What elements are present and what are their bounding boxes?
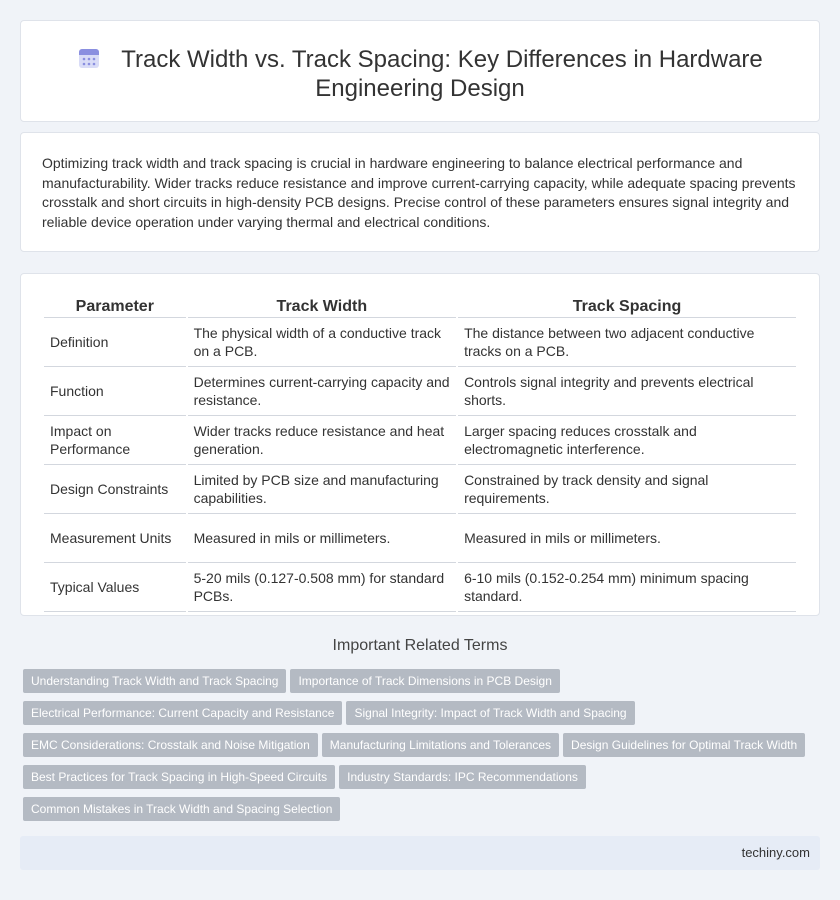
related-terms-list xyxy=(23,669,823,829)
related-terms-heading: Important Related Terms xyxy=(332,637,508,654)
table-row xyxy=(44,514,796,563)
table-cell-track-width: The physical width of a conductive track on a PCB. xyxy=(188,318,456,367)
intro-card xyxy=(20,132,820,252)
table-cell-parameter: Design Constraints xyxy=(44,465,186,514)
comparison-table xyxy=(42,296,798,612)
comparison-table-card xyxy=(20,273,820,616)
tag-row xyxy=(23,797,823,829)
table-header-row xyxy=(44,296,796,318)
title-card xyxy=(20,20,820,122)
table-cell-track-spacing: The distance between two adjacent conductive tracks on a PCB. xyxy=(458,318,796,367)
footer-site-link[interactable]: techiny.com xyxy=(741,845,810,860)
page-title xyxy=(21,45,819,103)
table-cell-parameter: Typical Values xyxy=(44,563,186,612)
intro-paragraph: Optimizing track width and track spacing is crucial in hardware engineering to balance electrical performance and manufacturability. Wider tracks reduce resistance and improve current-carrying capacity, while adequate spacing prevents crosstalk and short circuits in high-density PCB designs. Precise control of these parameters ensures signal integrity and reliable device operation under varying thermal and electrical conditions. xyxy=(42,155,796,230)
related-term-tag[interactable]: Common Mistakes in Track Width and Spacing Selection xyxy=(23,797,340,821)
table-cell-track-width: Limited by PCB size and manufacturing capabilities. xyxy=(188,465,456,514)
page-title-text: Track Width vs. Track Spacing: Key Differences in Hardware Engineering Design xyxy=(121,46,763,102)
related-term-tag[interactable]: Importance of Track Dimensions in PCB Design xyxy=(290,669,559,693)
table-cell-track-width: Measured in mils or millimeters. xyxy=(188,514,456,563)
table-header-cell: Track Width xyxy=(188,296,456,318)
table-row xyxy=(44,563,796,612)
table-cell-track-spacing: Measured in mils or millimeters. xyxy=(458,514,796,563)
table-cell-parameter: Function xyxy=(44,367,186,416)
related-term-tag[interactable]: Signal Integrity: Impact of Track Width and Spacing xyxy=(346,701,634,725)
calendar-icon xyxy=(77,46,101,70)
tag-row xyxy=(23,733,823,765)
table-header-cell: Track Spacing xyxy=(458,296,796,318)
table-cell-parameter: Definition xyxy=(44,318,186,367)
tag-row xyxy=(23,669,823,701)
table-row xyxy=(44,318,796,367)
related-term-tag[interactable]: Understanding Track Width and Track Spacing xyxy=(23,669,286,693)
table-cell-track-spacing: Controls signal integrity and prevents electrical shorts. xyxy=(458,367,796,416)
footer xyxy=(20,836,820,870)
related-term-tag[interactable]: EMC Considerations: Crosstalk and Noise Mitigation xyxy=(23,733,318,757)
table-row xyxy=(44,416,796,465)
table-row xyxy=(44,465,796,514)
table-row xyxy=(44,367,796,416)
table-cell-parameter: Impact on Performance xyxy=(44,416,186,465)
related-term-tag[interactable]: Design Guidelines for Optimal Track Width xyxy=(563,733,805,757)
table-cell-parameter: Measurement Units xyxy=(44,514,186,563)
related-term-tag[interactable]: Electrical Performance: Current Capacity and Resistance xyxy=(23,701,342,725)
related-term-tag[interactable]: Industry Standards: IPC Recommendations xyxy=(339,765,586,789)
table-cell-track-spacing: Larger spacing reduces crosstalk and electromagnetic interference. xyxy=(458,416,796,465)
table-cell-track-spacing: 6-10 mils (0.152-0.254 mm) minimum spacing standard. xyxy=(458,563,796,612)
table-cell-track-width: 5-20 mils (0.127-0.508 mm) for standard PCBs. xyxy=(188,563,456,612)
related-term-tag[interactable]: Manufacturing Limitations and Tolerances xyxy=(322,733,559,757)
table-cell-track-width: Determines current-carrying capacity and resistance. xyxy=(188,367,456,416)
table-header-cell: Parameter xyxy=(44,296,186,318)
table-cell-track-spacing: Constrained by track density and signal requirements. xyxy=(458,465,796,514)
table-cell-track-width: Wider tracks reduce resistance and heat generation. xyxy=(188,416,456,465)
tag-row xyxy=(23,765,823,797)
related-term-tag[interactable]: Best Practices for Track Spacing in High-Speed Circuits xyxy=(23,765,335,789)
tag-row xyxy=(23,701,823,733)
